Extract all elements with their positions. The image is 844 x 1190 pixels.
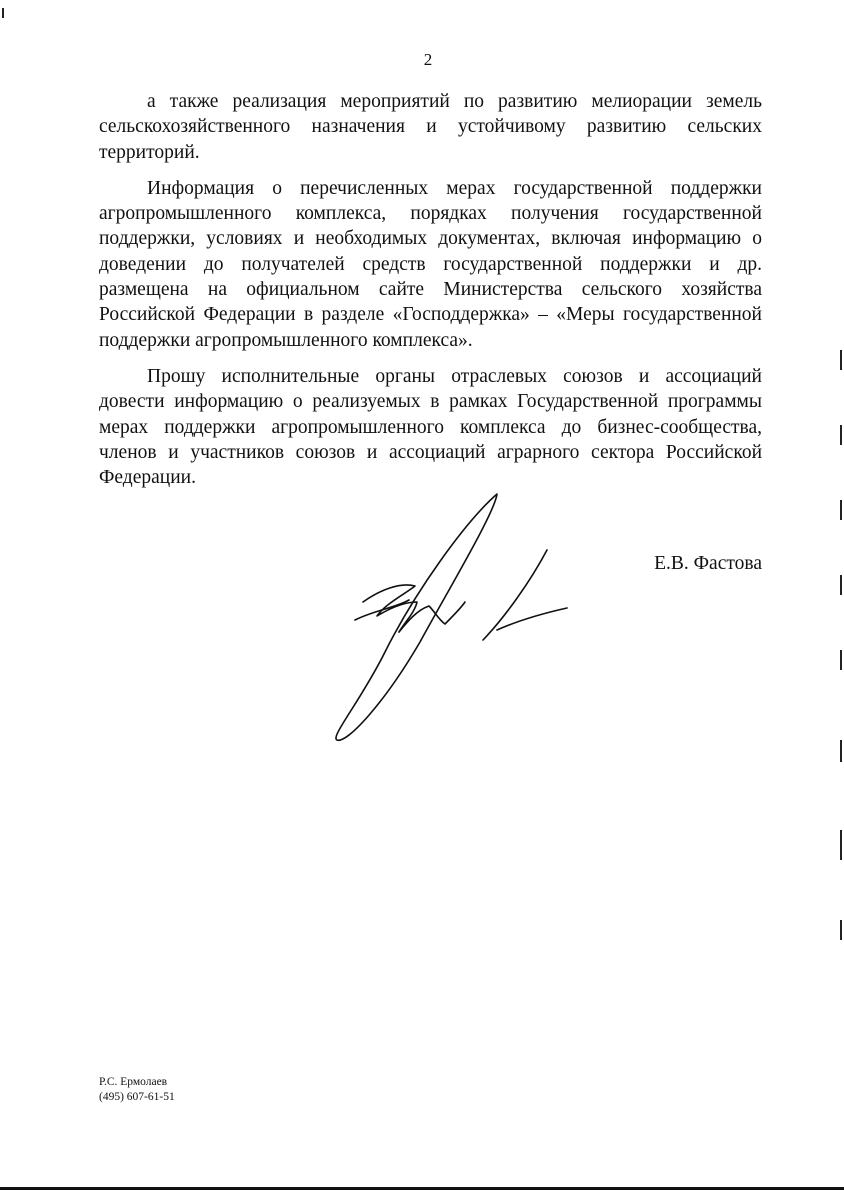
letter-body	[99, 89, 762, 501]
scan-edge-mark	[840, 425, 842, 445]
paragraph-3: Прошу исполнительные органы отраслевых союзов и ассоциаций довести информацию о реализуемых в рамках Государственной программы мерах поддержки агропромышленного комплекса до бизнес-сообщества, членов и участников союзов и ассоциаций аграрного сектора Российской Федерации.	[99, 365, 762, 489]
page-number: 2	[423, 50, 433, 69]
executor-info	[99, 1075, 175, 1105]
scan-edge-mark	[840, 350, 842, 370]
scan-edge-mark	[840, 920, 842, 940]
paragraph-1: а также реализация мероприятий по развитию мелиорации земель сельскохозяйственного назначения и устойчивому развитию сельских территорий.	[99, 91, 762, 163]
scan-edge-mark	[840, 500, 842, 520]
scan-edge-mark	[840, 830, 842, 860]
executor-phone: (495) 607-61-51	[99, 1091, 175, 1103]
paragraph-2: Информация о перечисленных мерах государственной поддержки агропромышленного комплекса, порядках получения государственной поддержки, условиях и необходимых документах, включая информацию о доведении до получателей средств государственной поддержки и др. размещена на официальном сайте Министерства сельского хозяйства Российской Федерации в разделе «Господдержка» – «Меры государственной поддержки агропромышленного комплекса».	[99, 177, 762, 351]
scan-edge-mark	[840, 575, 842, 595]
executor-name: Р.С. Ермолаев	[99, 1076, 168, 1088]
handwritten-signature	[325, 482, 575, 742]
scan-edge-mark	[840, 650, 842, 670]
signatory-name: Е.В. Фастова	[654, 553, 762, 574]
scan-edge-mark	[2, 8, 4, 18]
scan-edge-mark	[840, 740, 842, 762]
